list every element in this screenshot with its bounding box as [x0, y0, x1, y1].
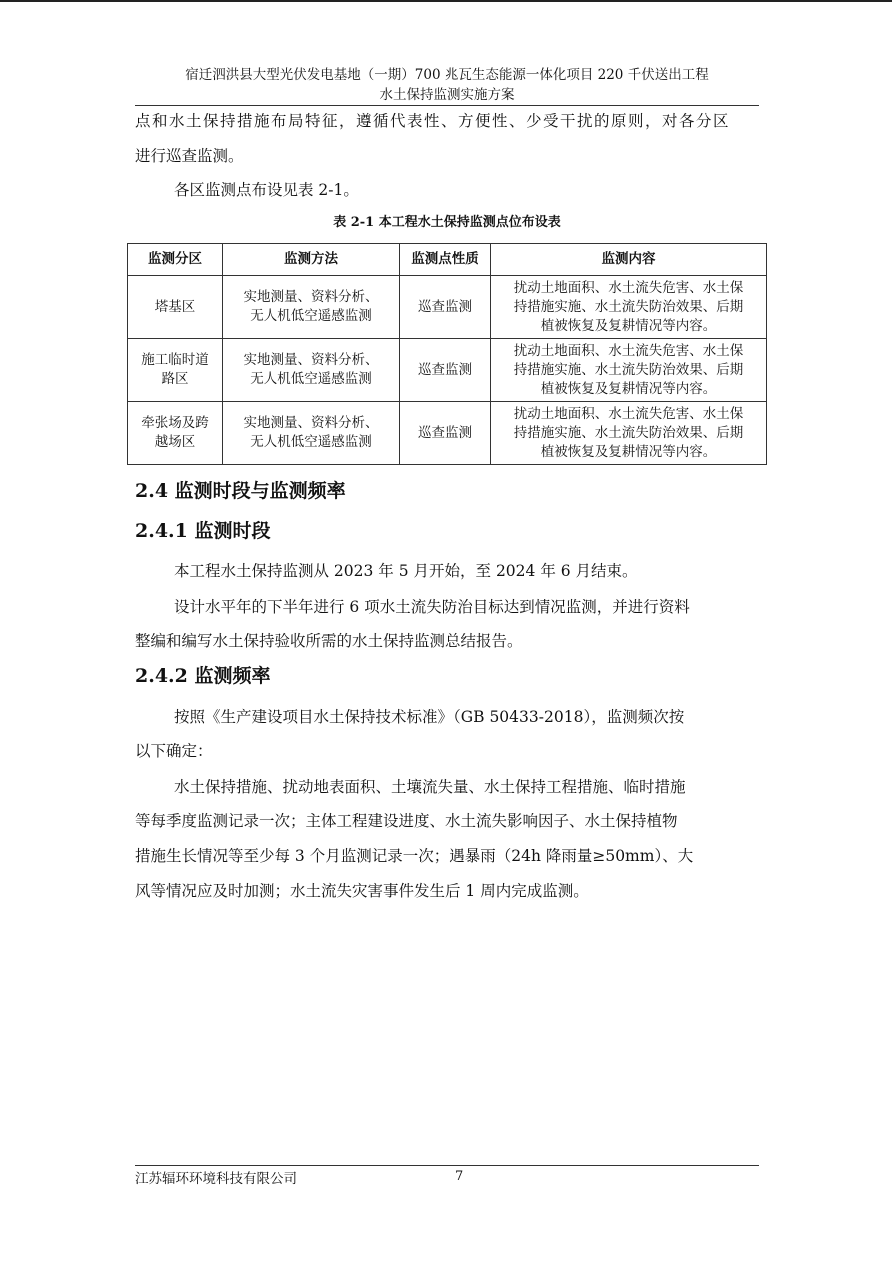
intro-table-reference: 各区监测点布设见表 2-1。	[174, 181, 359, 199]
cell-content-line: 持措施实施、水土流失防治效果、后期	[513, 424, 744, 441]
cell-content-line: 扰动土地面积、水土流失危害、水土保	[513, 405, 744, 422]
cell-content-line: 持措施实施、水土流失防治效果、后期	[513, 361, 744, 378]
cell-method	[223, 339, 400, 402]
cell-zone	[128, 402, 223, 465]
header-document-title: 水土保持监测实施方案	[379, 87, 515, 103]
cell-method	[223, 402, 400, 465]
cell-method-line: 实地测量、资料分析、	[243, 289, 379, 305]
column-header-content: 监测内容	[491, 244, 767, 276]
frequency-details-line-1: 水土保持措施、扰动地表面积、土壤流失量、水土保持工程措施、临时措施	[174, 778, 686, 796]
cell-content	[491, 276, 767, 339]
monitoring-points-table	[127, 243, 767, 465]
cell-zone-line: 施工临时道	[141, 352, 209, 368]
table-header-row	[128, 244, 767, 276]
frequency-details-line-4: 风等情况应及时加测；水土流失灾害事件发生后 1 周内完成监测。	[135, 882, 589, 900]
cell-nature: 巡查监测	[400, 339, 491, 402]
section-heading-2-4: 2.4 监测时段与监测频率	[135, 480, 346, 502]
header-project-title: 宿迁泗洪县大型光伏发电基地（一期）700 兆瓦生态能源一体化项目 220 千伏送出工程	[185, 67, 709, 83]
cell-content-line: 植被恢复及复耕情况等内容。	[540, 317, 717, 334]
cell-method	[223, 276, 400, 339]
cell-content-line: 植被恢复及复耕情况等内容。	[540, 443, 717, 460]
cell-method-line: 实地测量、资料分析、	[243, 415, 379, 431]
section-heading-2-4-2: 2.4.2 监测频率	[135, 665, 271, 687]
section-heading-2-4-1: 2.4.1 监测时段	[135, 520, 271, 542]
cell-content-line: 扰动土地面积、水土流失危害、水土保	[513, 342, 744, 359]
intro-paragraph-line-2: 进行巡查监测。	[135, 147, 244, 165]
cell-nature: 巡查监测	[400, 276, 491, 339]
cell-zone	[128, 339, 223, 402]
cell-content	[491, 339, 767, 402]
cell-zone-line: 越场区	[154, 434, 196, 450]
table-caption: 表 2-1 本工程水土保持监测点位布设表	[333, 215, 561, 230]
cell-content-line: 扰动土地面积、水土流失危害、水土保	[513, 279, 744, 296]
cell-method-line: 实地测量、资料分析、	[243, 352, 379, 368]
frequency-standard-line-2: 以下确定：	[135, 742, 213, 760]
page-top-edge	[0, 0, 892, 2]
cell-zone	[128, 276, 223, 339]
monitoring-period-paragraph: 本工程水土保持监测从 2023 年 5 月开始，至 2024 年 6 月结束。	[174, 562, 638, 580]
cell-method-line: 无人机低空遥感监测	[250, 434, 372, 450]
cell-content	[491, 402, 767, 465]
cell-content-line: 持措施实施、水土流失防治效果、后期	[513, 298, 744, 315]
cell-zone-line: 塔基区	[154, 298, 196, 315]
cell-zone-line: 牵张场及跨	[141, 415, 209, 431]
cell-content-line: 植被恢复及复耕情况等内容。	[540, 380, 717, 397]
cell-method-line: 无人机低空遥感监测	[250, 308, 372, 324]
design-year-paragraph-line-1: 设计水平年的下半年进行 6 项水土流失防治目标达到情况监测，并进行资料	[174, 598, 690, 616]
footer-divider	[135, 1165, 759, 1166]
intro-paragraph-line-1: 点和水土保持措施布局特征，遵循代表性、方便性、少受干扰的原则，对各分区	[135, 112, 731, 130]
frequency-details-line-2: 等每季度监测记录一次；主体工程建设进度、水土流失影响因子、水土保持植物	[135, 812, 678, 830]
column-header-nature: 监测点性质	[400, 244, 491, 276]
table-row	[128, 276, 767, 339]
footer-company-name: 江苏辐环环境科技有限公司	[135, 1171, 297, 1187]
frequency-standard-line-1: 按照《生产建设项目水土保持技术标准》（GB 50433-2018），监测频次按	[174, 708, 685, 726]
column-header-zone: 监测分区	[128, 244, 223, 276]
cell-zone-line: 路区	[161, 371, 189, 387]
page-number: 7	[455, 1169, 464, 1184]
frequency-details-line-3: 措施生长情况等至少每 3 个月监测记录一次；遇暴雨（24h 降雨量≥50mm）、大	[135, 847, 694, 865]
header-divider	[135, 105, 759, 106]
table-row	[128, 402, 767, 465]
table-row	[128, 339, 767, 402]
design-year-paragraph-line-2: 整编和编写水土保持验收所需的水土保持监测总结报告。	[135, 632, 523, 650]
column-header-method: 监测方法	[223, 244, 400, 276]
cell-nature: 巡查监测	[400, 402, 491, 465]
cell-method-line: 无人机低空遥感监测	[250, 371, 372, 387]
